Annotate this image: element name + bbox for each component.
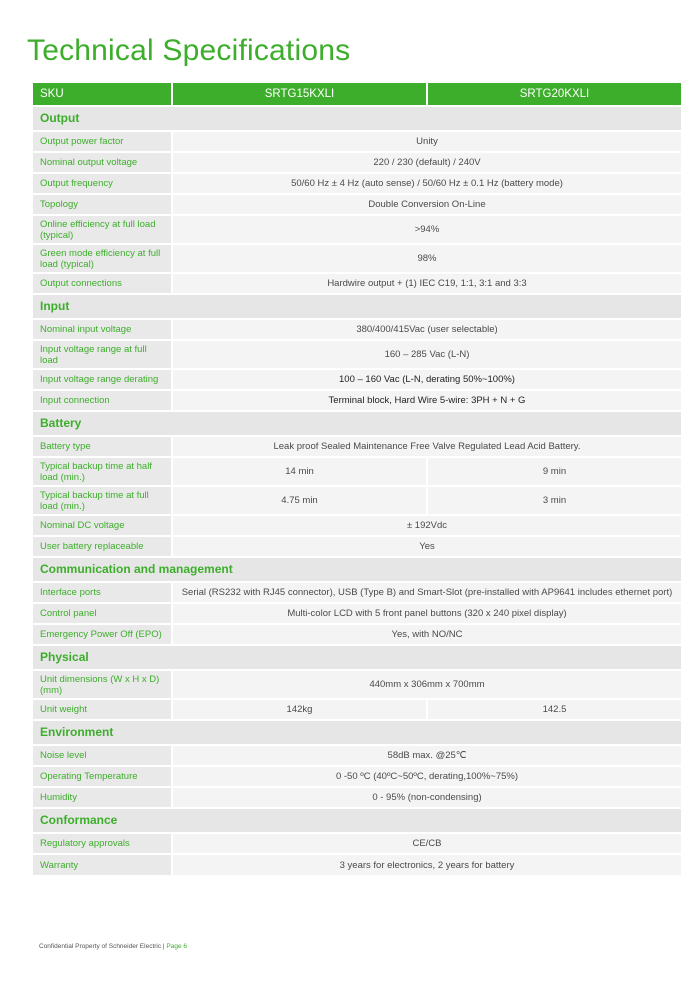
footer-text: Confidential Property of Schneider Electric | — [39, 943, 167, 950]
row-value: Multi-color LCD with 5 front panel buttons (320 x 240 pixel display) — [172, 603, 681, 624]
row-label: Nominal input voltage — [33, 319, 172, 340]
row-value-b: 3 min — [427, 486, 681, 515]
row-label: Noise level — [33, 745, 172, 766]
section-physical — [33, 645, 681, 670]
row-label: Warranty — [33, 854, 172, 875]
table-row — [33, 624, 681, 645]
row-label: User battery replaceable — [33, 536, 172, 557]
row-value-a: 142kg — [172, 699, 427, 720]
page-title: Technical Specifications — [27, 34, 351, 67]
row-value: Terminal block, Hard Wire 5-wire: 3PH + N + G — [172, 390, 681, 411]
row-label: Operating Temperature — [33, 766, 172, 787]
row-value: 0 - 95% (non-condensing) — [172, 787, 681, 808]
section-title: Communication and management — [33, 557, 681, 582]
row-value: 100 – 160 Vac (L-N, derating 50%~100%) — [172, 369, 681, 390]
section-battery — [33, 411, 681, 436]
row-value-b: 142.5 — [427, 699, 681, 720]
sku-col-b: SRTG20KXLI — [427, 83, 681, 106]
row-label: Unit dimensions (W x H x D) (mm) — [33, 670, 172, 699]
table-row — [33, 787, 681, 808]
row-value-a: 14 min — [172, 457, 427, 486]
row-label: Control panel — [33, 603, 172, 624]
section-title: Output — [33, 106, 681, 131]
section-title: Environment — [33, 720, 681, 745]
row-label: Nominal DC voltage — [33, 515, 172, 536]
row-value: Hardwire output + (1) IEC C19, 1:1, 3:1 and 3:3 — [172, 273, 681, 294]
table-row — [33, 194, 681, 215]
row-label: Input voltage range at full load — [33, 340, 172, 369]
table-row — [33, 745, 681, 766]
section-title: Physical — [33, 645, 681, 670]
row-value: 380/400/415Vac (user selectable) — [172, 319, 681, 340]
table-row — [33, 273, 681, 294]
row-value-b: 9 min — [427, 457, 681, 486]
row-value: 98% — [172, 244, 681, 273]
row-label: Topology — [33, 194, 172, 215]
row-value: CE/CB — [172, 833, 681, 854]
table-row — [33, 340, 681, 369]
row-value-a: 4.75 min — [172, 486, 427, 515]
table-row — [33, 436, 681, 457]
row-value: 440mm x 306mm x 700mm — [172, 670, 681, 699]
table-row — [33, 215, 681, 244]
row-value: Leak proof Sealed Maintenance Free Valve Regulated Lead Acid Battery. — [172, 436, 681, 457]
table-row — [33, 244, 681, 273]
row-value: 220 / 230 (default) / 240V — [172, 152, 681, 173]
section-title: Battery — [33, 411, 681, 436]
row-label: Typical backup time at full load (min.) — [33, 486, 172, 515]
table-row — [33, 699, 681, 720]
table-header-row — [33, 83, 681, 106]
row-label: Typical backup time at half load (min.) — [33, 457, 172, 486]
section-conformance — [33, 808, 681, 833]
row-value: 0 -50 ºC (40ºC~50ºC, derating,100%~75%) — [172, 766, 681, 787]
table-row — [33, 173, 681, 194]
row-value: Unity — [172, 131, 681, 152]
row-value: 3 years for electronics, 2 years for battery — [172, 854, 681, 875]
row-value: 58dB max. @25℃ — [172, 745, 681, 766]
sku-header: SKU — [33, 83, 172, 106]
row-label: Green mode efficiency at full load (typical) — [33, 244, 172, 273]
row-label: Input voltage range derating — [33, 369, 172, 390]
row-value: ± 192Vdc — [172, 515, 681, 536]
spec-table — [33, 83, 681, 875]
row-label: Battery type — [33, 436, 172, 457]
row-value: 50/60 Hz ± 4 Hz (auto sense) / 50/60 Hz ± 0.1 Hz (battery mode) — [172, 173, 681, 194]
row-label: Input connection — [33, 390, 172, 411]
section-environment — [33, 720, 681, 745]
row-label: Regulatory approvals — [33, 833, 172, 854]
row-label: Nominal output voltage — [33, 152, 172, 173]
table-row — [33, 457, 681, 486]
row-value: Yes — [172, 536, 681, 557]
table-row — [33, 854, 681, 875]
section-output — [33, 106, 681, 131]
table-row — [33, 536, 681, 557]
table-row — [33, 369, 681, 390]
sku-col-a: SRTG15KXLI — [172, 83, 427, 106]
table-row — [33, 582, 681, 603]
section-communication — [33, 557, 681, 582]
page-footer — [39, 943, 187, 950]
row-label: Unit weight — [33, 699, 172, 720]
row-label: Humidity — [33, 787, 172, 808]
row-value: 160 – 285 Vac (L-N) — [172, 340, 681, 369]
row-label: Emergency Power Off (EPO) — [33, 624, 172, 645]
table-row — [33, 515, 681, 536]
row-label: Output power factor — [33, 131, 172, 152]
table-row — [33, 486, 681, 515]
row-label: Output connections — [33, 273, 172, 294]
row-value: Double Conversion On-Line — [172, 194, 681, 215]
table-row — [33, 670, 681, 699]
row-value: >94% — [172, 215, 681, 244]
page-number: Page 6 — [166, 943, 188, 950]
row-label: Interface ports — [33, 582, 172, 603]
section-title: Conformance — [33, 808, 681, 833]
row-label: Online efficiency at full load (typical) — [33, 215, 172, 244]
row-value: Serial (RS232 with RJ45 connector), USB (Type B) and Smart-Slot (pre-installed with AP9641 includes ethernet port) — [172, 582, 681, 603]
row-label: Output frequency — [33, 173, 172, 194]
table-row — [33, 152, 681, 173]
table-row — [33, 390, 681, 411]
table-row — [33, 319, 681, 340]
section-input — [33, 294, 681, 319]
table-row — [33, 766, 681, 787]
table-row — [33, 131, 681, 152]
table-row — [33, 833, 681, 854]
row-value: Yes, with NO/NC — [172, 624, 681, 645]
section-title: Input — [33, 294, 681, 319]
table-row — [33, 603, 681, 624]
